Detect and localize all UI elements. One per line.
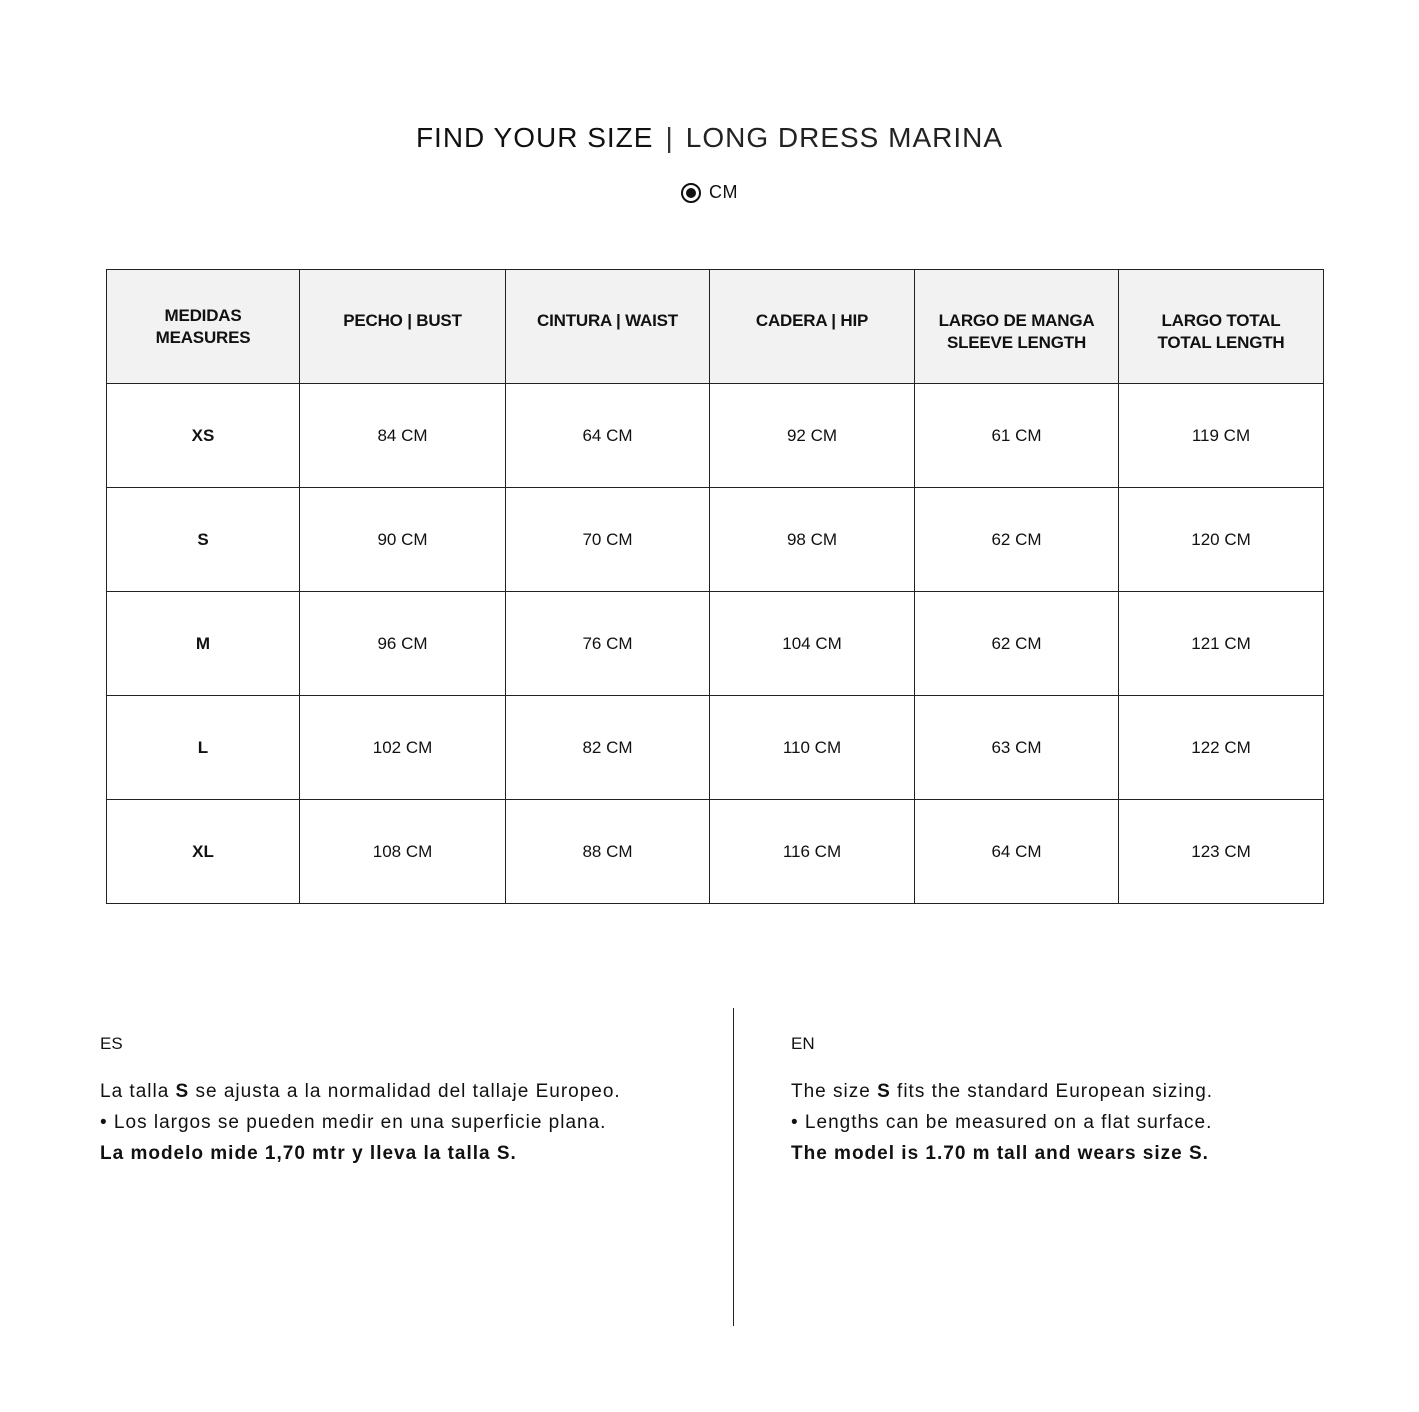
notes-es <box>100 1034 621 1169</box>
title-brand: FIND YOUR SIZE <box>415 122 654 153</box>
hip-value: 104 CM <box>710 592 915 696</box>
waist-value: 64 CM <box>506 384 710 488</box>
sleeve-length-value: 63 CM <box>915 696 1119 800</box>
total-length-value: 123 CM <box>1119 800 1324 904</box>
size-label: XS <box>107 384 300 488</box>
note-es-line-3: La modelo mide 1,70 mtr y lleva la talla S. <box>100 1143 517 1164</box>
size-label: XL <box>107 800 300 904</box>
table-row <box>107 800 1324 904</box>
header-hip: CADERA | HIP <box>710 270 915 384</box>
header-bust: PECHO | BUST <box>300 270 506 384</box>
note-es-line-1: La talla S se ajusta a la normalidad del tallaje Europeo. <box>100 1081 621 1102</box>
page-title <box>0 122 1419 154</box>
sleeve-length-value: 64 CM <box>915 800 1119 904</box>
bust-value: 84 CM <box>300 384 506 488</box>
notes-en <box>791 1034 1213 1169</box>
notes-section <box>0 1008 1419 1326</box>
hip-value: 110 CM <box>710 696 915 800</box>
bust-value: 90 CM <box>300 488 506 592</box>
table-row <box>107 592 1324 696</box>
note-en-line-2: • Lengths can be measured on a flat surface. <box>791 1112 1213 1133</box>
table-row <box>107 384 1324 488</box>
unit-label-cm[interactable]: CM <box>709 182 738 202</box>
lang-label-en: EN <box>791 1034 815 1053</box>
note-en-line-3: The model is 1.70 m tall and wears size S. <box>791 1143 1209 1164</box>
hip-value: 116 CM <box>710 800 915 904</box>
total-length-value: 119 CM <box>1119 384 1324 488</box>
size-label: M <box>107 592 300 696</box>
total-length-value: 120 CM <box>1119 488 1324 592</box>
bust-value: 102 CM <box>300 696 506 800</box>
header-waist: CINTURA | WAIST <box>506 270 710 384</box>
unit-radio-cm[interactable] <box>681 183 701 203</box>
radio-selected-dot-icon <box>686 188 696 198</box>
lang-label-es: ES <box>100 1034 123 1053</box>
table-header-row <box>107 270 1324 384</box>
table-row <box>107 488 1324 592</box>
bust-value: 96 CM <box>300 592 506 696</box>
hip-value: 98 CM <box>710 488 915 592</box>
note-en-line-1: The size S fits the standard European sizing. <box>791 1081 1214 1102</box>
note-es-line-2: • Los largos se pueden medir en una superficie plana. <box>100 1112 607 1133</box>
sleeve-length-value: 62 CM <box>915 592 1119 696</box>
header-total-length: LARGO TOTAL TOTAL LENGTH <box>1119 270 1324 384</box>
header-sleeve-length: LARGO DE MANGA SLEEVE LENGTH <box>915 270 1119 384</box>
size-chart-table <box>106 269 1324 904</box>
waist-value: 70 CM <box>506 488 710 592</box>
sleeve-length-value: 61 CM <box>915 384 1119 488</box>
size-label: L <box>107 696 300 800</box>
sleeve-length-value: 62 CM <box>915 488 1119 592</box>
total-length-value: 121 CM <box>1119 592 1324 696</box>
unit-selector[interactable] <box>0 182 1419 203</box>
waist-value: 82 CM <box>506 696 710 800</box>
total-length-value: 122 CM <box>1119 696 1324 800</box>
title-separator: | <box>665 122 674 153</box>
title-product: LONG DRESS MARINA <box>685 122 1004 153</box>
header-measures: MEDIDAS MEASURES <box>107 270 300 384</box>
hip-value: 92 CM <box>710 384 915 488</box>
bust-value: 108 CM <box>300 800 506 904</box>
waist-value: 76 CM <box>506 592 710 696</box>
table-row <box>107 696 1324 800</box>
size-label: S <box>107 488 300 592</box>
waist-value: 88 CM <box>506 800 710 904</box>
notes-divider <box>733 1008 734 1326</box>
